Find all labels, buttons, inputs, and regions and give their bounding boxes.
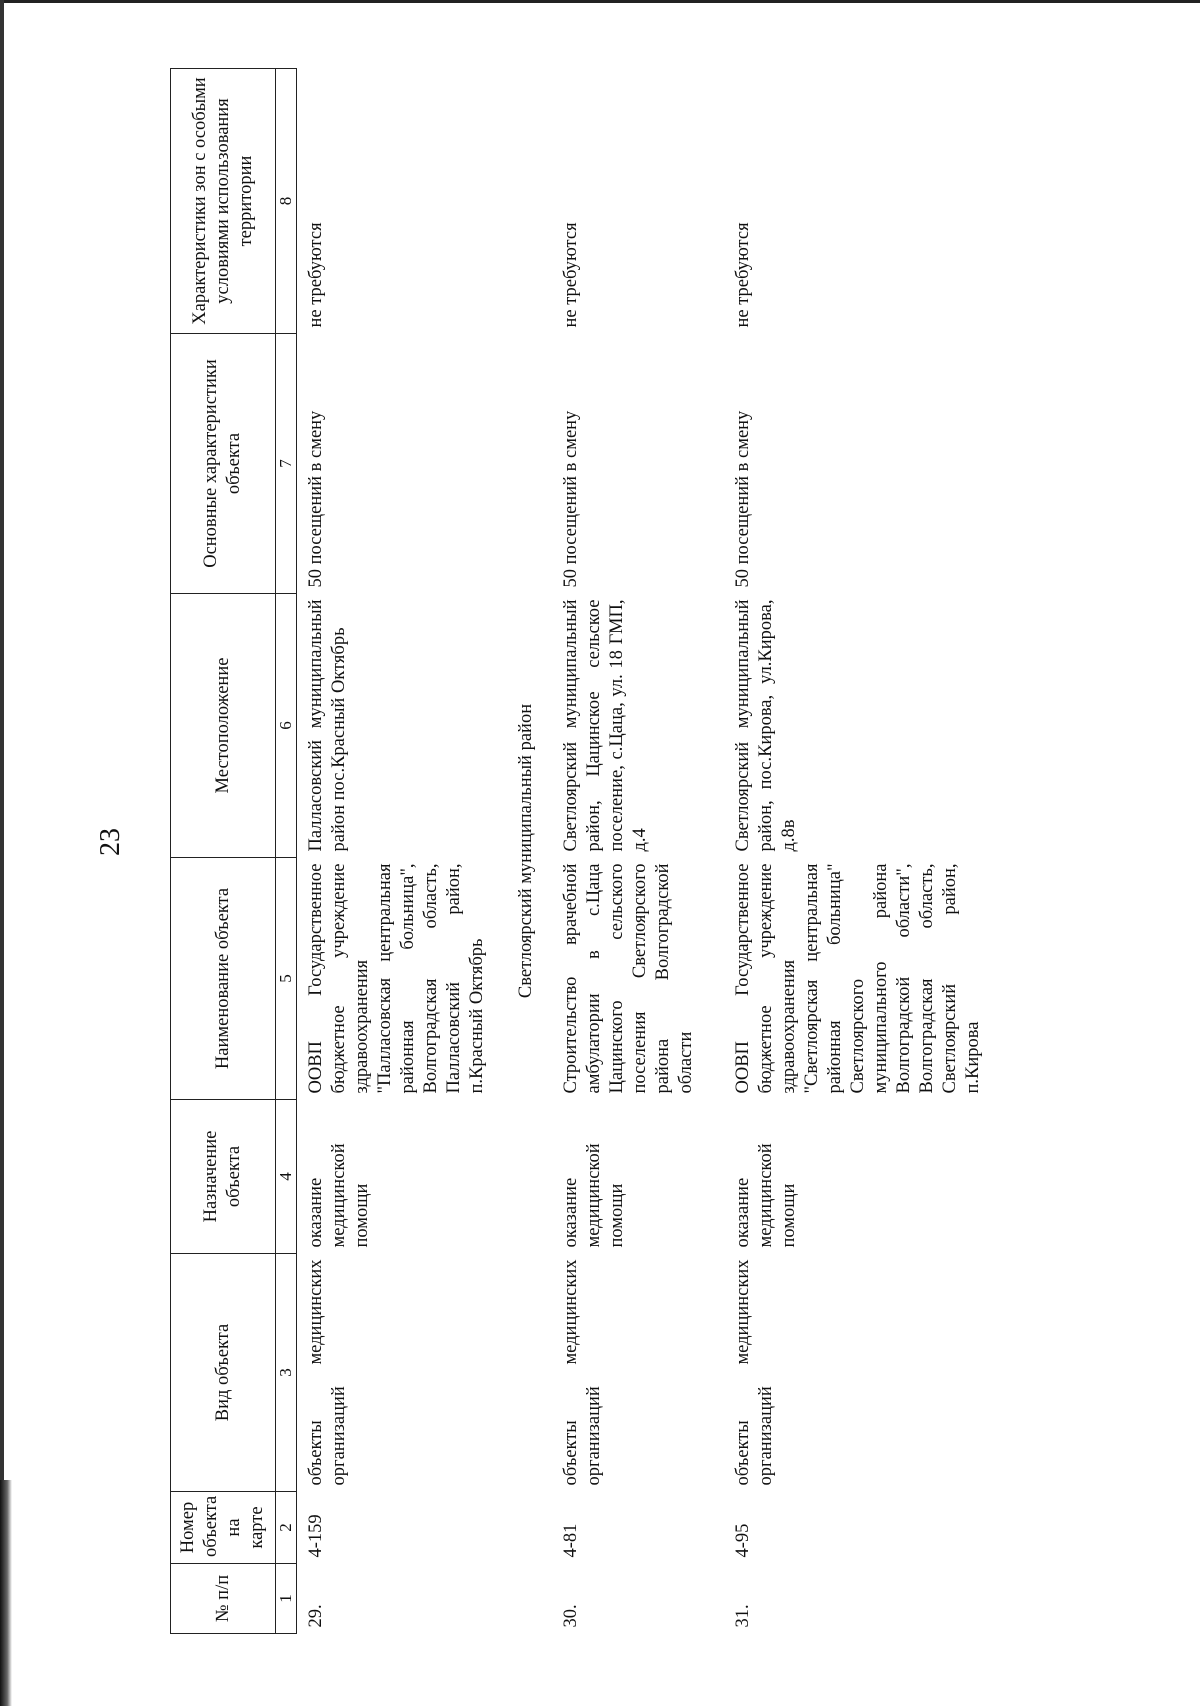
header-characteristics: Основные характеристики объекта xyxy=(171,334,276,594)
column-number: 1 xyxy=(276,1564,297,1634)
object-characteristics: 50 посещений в смену xyxy=(733,410,753,588)
objects-table xyxy=(170,68,1011,1634)
zone-characteristics: не требуются xyxy=(733,222,753,328)
zone-characteristics: не требуются xyxy=(306,222,326,328)
object-name: Строительство врачебной амбулатории в с.Цаца Цацинского сельского поселения Светлоярского района Волгоградской области xyxy=(561,863,696,1094)
column-number: 5 xyxy=(276,858,297,1100)
map-number: 4-95 xyxy=(733,1523,753,1558)
section-row xyxy=(515,69,552,1634)
zone-characteristics: не требуются xyxy=(561,222,581,328)
header-purpose: Назначение объекта xyxy=(171,1100,276,1254)
table-row-30 xyxy=(552,69,724,1634)
object-characteristics: 50 посещений в смену xyxy=(306,410,326,588)
header-map-number: Номер объекта на карте xyxy=(171,1492,276,1564)
object-purpose: оказание медицинской помощи xyxy=(306,1143,372,1248)
object-type: объекты медицинских организаций xyxy=(561,1259,604,1486)
page-number: 23 xyxy=(95,828,126,856)
object-purpose: оказание медицинской помощи xyxy=(561,1143,627,1248)
object-purpose: оказание медицинской помощи xyxy=(733,1143,799,1248)
header-object-name: Наименование объекта xyxy=(171,858,276,1100)
object-type: объекты медицинских организаций xyxy=(733,1259,776,1486)
column-number: 8 xyxy=(276,69,297,334)
header-object-type: Вид объекта xyxy=(171,1254,276,1492)
table-row-31 xyxy=(724,69,1011,1634)
table-row-29 xyxy=(297,69,516,1634)
header-zones: Характеристики зон с особыми условиями использования территории xyxy=(171,69,276,334)
column-number: 4 xyxy=(276,1100,297,1254)
row-number: 29. xyxy=(306,1604,326,1628)
column-number: 2 xyxy=(276,1492,297,1564)
map-number: 4-81 xyxy=(561,1523,581,1558)
object-location: Палласовский муниципальный район пос.Красный Октябрь xyxy=(306,599,349,852)
header-num: № п/п xyxy=(171,1564,276,1634)
object-characteristics: 50 посещений в смену xyxy=(561,410,581,588)
column-number-row xyxy=(276,69,297,1634)
object-name: ООВП Государственное бюджетное учреждение здравоохранения "Светлоярская центральная районная больница" Светлоярского муниципального района Волгоградской области", Волгоградская область, Светлоярский район, п.Кирова xyxy=(733,863,983,1094)
object-name: ООВП Государственное бюджетное учреждение здравоохранения "Палласовская центральная районная больница", Волгоградская область, Палласовский район, п.Красный Октябрь xyxy=(306,863,487,1094)
header-location: Местоположение xyxy=(171,594,276,858)
column-number: 3 xyxy=(276,1254,297,1492)
section-title: Светлоярский муниципальный район xyxy=(516,703,536,999)
column-number: 6 xyxy=(276,594,297,858)
column-number: 7 xyxy=(276,334,297,594)
row-number: 31. xyxy=(733,1604,753,1628)
object-location: Светлоярский муниципальный район, Цацинское сельское поселение, с.Цаца, ул. 18 ГМП, д.4 xyxy=(561,599,650,852)
row-number: 30. xyxy=(561,1604,581,1628)
map-number: 4-159 xyxy=(306,1514,326,1558)
object-type: объекты медицинских организаций xyxy=(306,1259,349,1486)
table-header-row xyxy=(171,69,276,1634)
object-location: Светлоярский муниципальный район, пос.Кирова, ул.Кирова, д.8в xyxy=(733,599,799,852)
